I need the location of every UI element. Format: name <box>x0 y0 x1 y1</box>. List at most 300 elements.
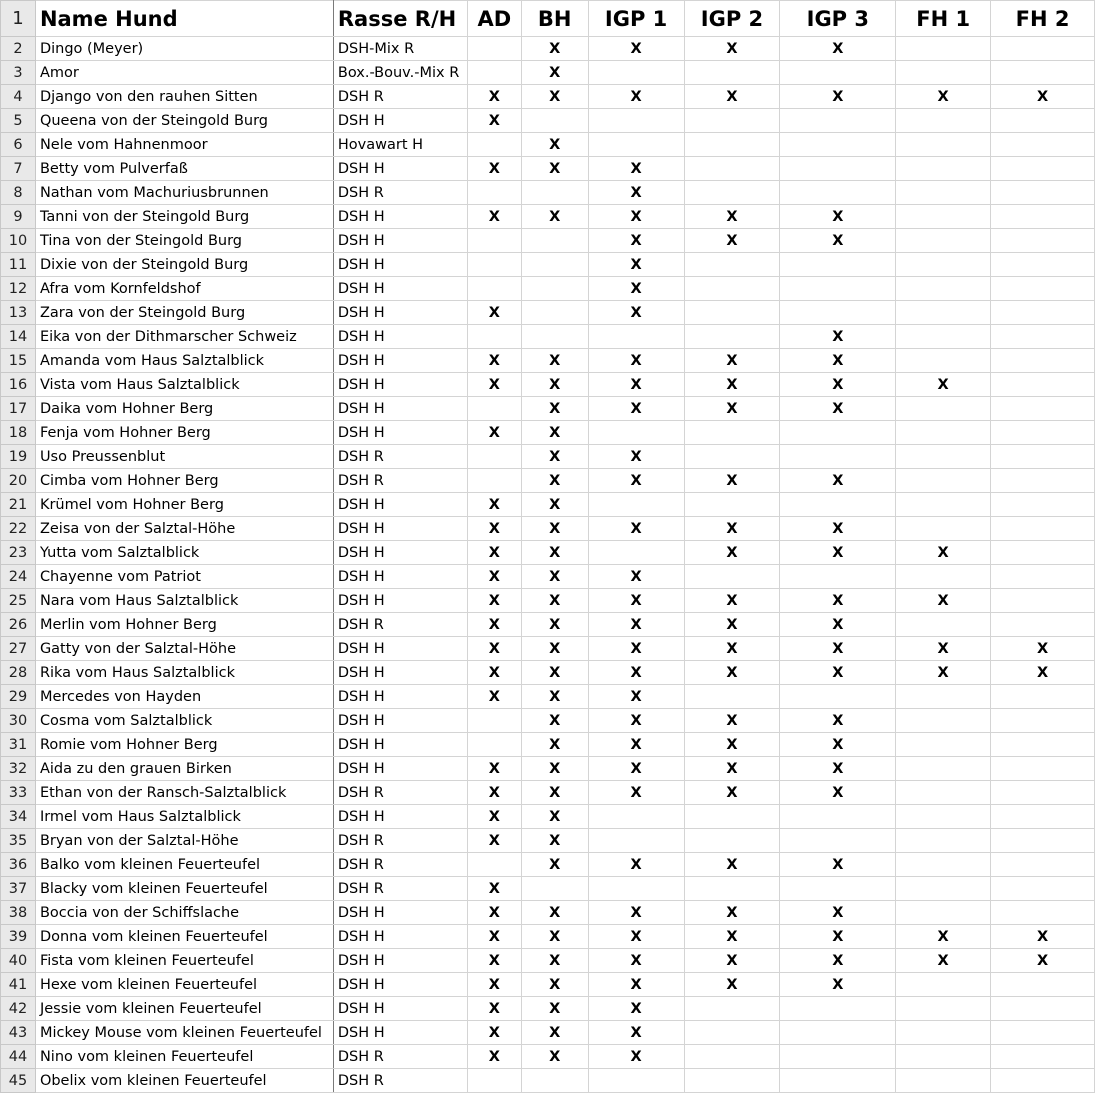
row-number[interactable]: 29 <box>1 685 36 709</box>
cell-igp3[interactable] <box>780 685 896 709</box>
cell-bh[interactable]: X <box>521 781 588 805</box>
cell-igp1[interactable]: X <box>588 565 684 589</box>
cell-bh[interactable]: X <box>521 445 588 469</box>
cell-igp3[interactable] <box>780 157 896 181</box>
cell-ad[interactable]: X <box>467 613 521 637</box>
cell-igp1[interactable]: X <box>588 685 684 709</box>
cell-igp3[interactable] <box>780 997 896 1021</box>
cell-dog-name[interactable]: Mercedes von Hayden <box>35 685 333 709</box>
cell-dog-name[interactable]: Romie vom Hohner Berg <box>35 733 333 757</box>
cell-breed[interactable]: DSH H <box>333 973 467 997</box>
cell-igp3[interactable]: X <box>780 373 896 397</box>
cell-igp3[interactable]: X <box>780 949 896 973</box>
cell-igp1[interactable]: X <box>588 1045 684 1069</box>
cell-igp1[interactable]: X <box>588 349 684 373</box>
row-number[interactable]: 33 <box>1 781 36 805</box>
row-number[interactable]: 24 <box>1 565 36 589</box>
row-number[interactable]: 6 <box>1 133 36 157</box>
cell-fh1[interactable] <box>896 877 991 901</box>
cell-bh[interactable] <box>521 877 588 901</box>
row-number[interactable]: 2 <box>1 37 36 61</box>
row-number[interactable]: 7 <box>1 157 36 181</box>
cell-breed[interactable]: DSH R <box>333 469 467 493</box>
cell-dog-name[interactable]: Tina von der Steingold Burg <box>35 229 333 253</box>
cell-fh1[interactable] <box>896 997 991 1021</box>
row-number[interactable]: 13 <box>1 301 36 325</box>
cell-breed[interactable]: DSH H <box>333 253 467 277</box>
cell-igp1[interactable]: X <box>588 397 684 421</box>
cell-fh1[interactable] <box>896 901 991 925</box>
cell-ad[interactable]: X <box>467 1045 521 1069</box>
column-header-name[interactable]: Name Hund <box>35 1 333 37</box>
cell-bh[interactable] <box>521 301 588 325</box>
cell-fh2[interactable] <box>991 469 1095 493</box>
cell-dog-name[interactable]: Chayenne vom Patriot <box>35 565 333 589</box>
cell-ad[interactable] <box>467 733 521 757</box>
cell-dog-name[interactable]: Amor <box>35 61 333 85</box>
cell-igp2[interactable]: X <box>684 349 780 373</box>
cell-dog-name[interactable]: Zeisa von der Salztal-Höhe <box>35 517 333 541</box>
cell-fh1[interactable] <box>896 805 991 829</box>
cell-fh1[interactable]: X <box>896 373 991 397</box>
cell-dog-name[interactable]: Daika vom Hohner Berg <box>35 397 333 421</box>
cell-ad[interactable] <box>467 325 521 349</box>
cell-breed[interactable]: DSH H <box>333 589 467 613</box>
cell-dog-name[interactable]: Dingo (Meyer) <box>35 37 333 61</box>
cell-ad[interactable]: X <box>467 157 521 181</box>
cell-igp3[interactable]: X <box>780 613 896 637</box>
cell-ad[interactable] <box>467 1069 521 1093</box>
cell-igp1[interactable]: X <box>588 37 684 61</box>
cell-fh2[interactable] <box>991 517 1095 541</box>
cell-igp2[interactable] <box>684 1021 780 1045</box>
cell-breed[interactable]: DSH H <box>333 637 467 661</box>
row-number[interactable]: 38 <box>1 901 36 925</box>
cell-fh2[interactable]: X <box>991 637 1095 661</box>
cell-fh1[interactable] <box>896 445 991 469</box>
cell-ad[interactable]: X <box>467 373 521 397</box>
cell-igp3[interactable] <box>780 565 896 589</box>
row-number[interactable]: 44 <box>1 1045 36 1069</box>
row-number[interactable]: 35 <box>1 829 36 853</box>
cell-ad[interactable] <box>467 133 521 157</box>
row-number[interactable]: 10 <box>1 229 36 253</box>
cell-fh1[interactable] <box>896 733 991 757</box>
row-number[interactable]: 27 <box>1 637 36 661</box>
row-number[interactable]: 32 <box>1 757 36 781</box>
cell-fh1[interactable] <box>896 613 991 637</box>
cell-fh2[interactable] <box>991 61 1095 85</box>
cell-ad[interactable]: X <box>467 517 521 541</box>
cell-igp1[interactable] <box>588 421 684 445</box>
column-header-igp3[interactable]: IGP 3 <box>780 1 896 37</box>
cell-igp1[interactable] <box>588 877 684 901</box>
cell-bh[interactable]: X <box>521 997 588 1021</box>
cell-bh[interactable]: X <box>521 757 588 781</box>
cell-dog-name[interactable]: Nino vom kleinen Feuerteufel <box>35 1045 333 1069</box>
cell-igp1[interactable]: X <box>588 925 684 949</box>
cell-dog-name[interactable]: Gatty von der Salztal-Höhe <box>35 637 333 661</box>
cell-ad[interactable]: X <box>467 925 521 949</box>
cell-igp1[interactable]: X <box>588 229 684 253</box>
cell-fh2[interactable] <box>991 157 1095 181</box>
cell-ad[interactable]: X <box>467 85 521 109</box>
cell-igp3[interactable]: X <box>780 325 896 349</box>
cell-igp1[interactable]: X <box>588 373 684 397</box>
cell-breed[interactable]: DSH R <box>333 877 467 901</box>
cell-igp3[interactable] <box>780 421 896 445</box>
cell-igp2[interactable]: X <box>684 589 780 613</box>
cell-fh1[interactable] <box>896 301 991 325</box>
row-number[interactable]: 14 <box>1 325 36 349</box>
cell-igp2[interactable]: X <box>684 781 780 805</box>
cell-igp3[interactable]: X <box>780 661 896 685</box>
cell-fh2[interactable] <box>991 133 1095 157</box>
cell-bh[interactable]: X <box>521 133 588 157</box>
cell-bh[interactable]: X <box>521 517 588 541</box>
cell-igp1[interactable] <box>588 1069 684 1093</box>
cell-bh[interactable]: X <box>521 493 588 517</box>
cell-igp2[interactable] <box>684 565 780 589</box>
cell-bh[interactable]: X <box>521 637 588 661</box>
cell-bh[interactable]: X <box>521 685 588 709</box>
row-number[interactable]: 18 <box>1 421 36 445</box>
cell-ad[interactable]: X <box>467 877 521 901</box>
cell-igp3[interactable] <box>780 253 896 277</box>
cell-bh[interactable]: X <box>521 541 588 565</box>
cell-fh1[interactable] <box>896 565 991 589</box>
cell-igp3[interactable]: X <box>780 349 896 373</box>
cell-fh1[interactable]: X <box>896 85 991 109</box>
cell-igp1[interactable] <box>588 109 684 133</box>
row-number[interactable]: 23 <box>1 541 36 565</box>
cell-bh[interactable] <box>521 253 588 277</box>
cell-ad[interactable]: X <box>467 829 521 853</box>
cell-dog-name[interactable]: Zara von der Steingold Burg <box>35 301 333 325</box>
cell-fh1[interactable] <box>896 829 991 853</box>
cell-fh2[interactable] <box>991 109 1095 133</box>
cell-breed[interactable]: DSH H <box>333 373 467 397</box>
cell-fh2[interactable]: X <box>991 661 1095 685</box>
cell-fh2[interactable] <box>991 565 1095 589</box>
cell-ad[interactable]: X <box>467 589 521 613</box>
cell-igp2[interactable]: X <box>684 205 780 229</box>
cell-breed[interactable]: DSH H <box>333 997 467 1021</box>
cell-igp3[interactable]: X <box>780 925 896 949</box>
cell-ad[interactable]: X <box>467 1021 521 1045</box>
cell-breed[interactable]: DSH R <box>333 781 467 805</box>
cell-breed[interactable]: DSH R <box>333 829 467 853</box>
row-number[interactable]: 12 <box>1 277 36 301</box>
row-number[interactable]: 41 <box>1 973 36 997</box>
cell-igp3[interactable]: X <box>780 853 896 877</box>
cell-breed[interactable]: DSH H <box>333 157 467 181</box>
cell-dog-name[interactable]: Amanda vom Haus Salztalblick <box>35 349 333 373</box>
cell-igp1[interactable]: X <box>588 757 684 781</box>
cell-bh[interactable]: X <box>521 613 588 637</box>
cell-igp1[interactable]: X <box>588 949 684 973</box>
row-number[interactable]: 15 <box>1 349 36 373</box>
cell-dog-name[interactable]: Vista vom Haus Salztalblick <box>35 373 333 397</box>
cell-bh[interactable]: X <box>521 949 588 973</box>
cell-fh2[interactable] <box>991 301 1095 325</box>
cell-bh[interactable]: X <box>521 661 588 685</box>
cell-fh1[interactable] <box>896 781 991 805</box>
cell-dog-name[interactable]: Mickey Mouse vom kleinen Feuerteufel <box>35 1021 333 1045</box>
cell-ad[interactable]: X <box>467 349 521 373</box>
cell-ad[interactable]: X <box>467 661 521 685</box>
cell-fh1[interactable] <box>896 205 991 229</box>
cell-ad[interactable]: X <box>467 109 521 133</box>
cell-fh2[interactable] <box>991 805 1095 829</box>
row-number[interactable]: 26 <box>1 613 36 637</box>
cell-ad[interactable]: X <box>467 901 521 925</box>
cell-igp2[interactable]: X <box>684 757 780 781</box>
cell-igp3[interactable] <box>780 301 896 325</box>
cell-igp2[interactable]: X <box>684 469 780 493</box>
cell-igp3[interactable] <box>780 109 896 133</box>
cell-ad[interactable]: X <box>467 997 521 1021</box>
cell-dog-name[interactable]: Eika von der Dithmarscher Schweiz <box>35 325 333 349</box>
cell-breed[interactable]: DSH H <box>333 277 467 301</box>
cell-igp2[interactable]: X <box>684 973 780 997</box>
cell-igp2[interactable] <box>684 253 780 277</box>
cell-fh1[interactable] <box>896 1021 991 1045</box>
cell-igp2[interactable]: X <box>684 733 780 757</box>
cell-fh1[interactable] <box>896 349 991 373</box>
cell-dog-name[interactable]: Queena von der Steingold Burg <box>35 109 333 133</box>
cell-igp2[interactable] <box>684 277 780 301</box>
cell-bh[interactable] <box>521 1069 588 1093</box>
cell-igp2[interactable] <box>684 997 780 1021</box>
cell-fh2[interactable] <box>991 349 1095 373</box>
cell-ad[interactable]: X <box>467 421 521 445</box>
cell-fh1[interactable] <box>896 973 991 997</box>
cell-ad[interactable] <box>467 229 521 253</box>
cell-breed[interactable]: DSH H <box>333 1021 467 1045</box>
cell-breed[interactable]: DSH H <box>333 901 467 925</box>
cell-igp2[interactable] <box>684 829 780 853</box>
cell-fh1[interactable] <box>896 709 991 733</box>
cell-igp2[interactable]: X <box>684 397 780 421</box>
cell-ad[interactable] <box>467 445 521 469</box>
cell-fh2[interactable] <box>991 1045 1095 1069</box>
cell-dog-name[interactable]: Uso Preussenblut <box>35 445 333 469</box>
cell-igp2[interactable]: X <box>684 613 780 637</box>
cell-bh[interactable] <box>521 229 588 253</box>
row-number[interactable]: 25 <box>1 589 36 613</box>
cell-bh[interactable] <box>521 109 588 133</box>
cell-bh[interactable]: X <box>521 157 588 181</box>
cell-igp2[interactable] <box>684 301 780 325</box>
cell-fh2[interactable] <box>991 37 1095 61</box>
cell-fh2[interactable] <box>991 973 1095 997</box>
cell-fh1[interactable]: X <box>896 541 991 565</box>
row-number[interactable]: 37 <box>1 877 36 901</box>
cell-breed[interactable]: DSH H <box>333 325 467 349</box>
cell-bh[interactable]: X <box>521 373 588 397</box>
cell-fh2[interactable] <box>991 781 1095 805</box>
cell-dog-name[interactable]: Nara vom Haus Salztalblick <box>35 589 333 613</box>
cell-ad[interactable]: X <box>467 757 521 781</box>
cell-breed[interactable]: Box.-Bouv.-Mix R <box>333 61 467 85</box>
cell-igp2[interactable] <box>684 493 780 517</box>
cell-igp3[interactable]: X <box>780 901 896 925</box>
cell-fh2[interactable] <box>991 613 1095 637</box>
cell-dog-name[interactable]: Merlin vom Hohner Berg <box>35 613 333 637</box>
column-header-igp2[interactable]: IGP 2 <box>684 1 780 37</box>
cell-igp3[interactable]: X <box>780 469 896 493</box>
cell-igp3[interactable]: X <box>780 37 896 61</box>
cell-dog-name[interactable]: Aida zu den grauen Birken <box>35 757 333 781</box>
cell-bh[interactable] <box>521 325 588 349</box>
row-number[interactable]: 4 <box>1 85 36 109</box>
cell-bh[interactable]: X <box>521 61 588 85</box>
cell-dog-name[interactable]: Cosma vom Salztalblick <box>35 709 333 733</box>
cell-dog-name[interactable]: Tanni von der Steingold Burg <box>35 205 333 229</box>
row-number[interactable]: 34 <box>1 805 36 829</box>
cell-fh2[interactable]: X <box>991 925 1095 949</box>
cell-ad[interactable]: X <box>467 781 521 805</box>
cell-igp2[interactable]: X <box>684 925 780 949</box>
cell-igp2[interactable]: X <box>684 373 780 397</box>
cell-fh1[interactable] <box>896 133 991 157</box>
cell-igp2[interactable]: X <box>684 949 780 973</box>
cell-ad[interactable] <box>467 253 521 277</box>
row-number[interactable]: 39 <box>1 925 36 949</box>
cell-bh[interactable]: X <box>521 805 588 829</box>
cell-bh[interactable]: X <box>521 733 588 757</box>
cell-igp3[interactable] <box>780 1021 896 1045</box>
cell-dog-name[interactable]: Afra vom Kornfeldshof <box>35 277 333 301</box>
cell-igp1[interactable]: X <box>588 733 684 757</box>
cell-bh[interactable]: X <box>521 901 588 925</box>
cell-fh2[interactable] <box>991 733 1095 757</box>
cell-bh[interactable]: X <box>521 1045 588 1069</box>
cell-fh2[interactable] <box>991 757 1095 781</box>
cell-dog-name[interactable]: Django von den rauhen Sitten <box>35 85 333 109</box>
cell-igp1[interactable]: X <box>588 973 684 997</box>
cell-fh2[interactable] <box>991 445 1095 469</box>
cell-breed[interactable]: DSH H <box>333 709 467 733</box>
cell-breed[interactable]: DSH R <box>333 853 467 877</box>
cell-bh[interactable]: X <box>521 853 588 877</box>
cell-fh1[interactable] <box>896 493 991 517</box>
cell-igp2[interactable] <box>684 421 780 445</box>
cell-fh2[interactable] <box>991 1069 1095 1093</box>
row-number[interactable]: 16 <box>1 373 36 397</box>
row-number[interactable]: 28 <box>1 661 36 685</box>
cell-bh[interactable]: X <box>521 1021 588 1045</box>
cell-fh2[interactable] <box>991 997 1095 1021</box>
cell-igp1[interactable]: X <box>588 445 684 469</box>
cell-igp1[interactable]: X <box>588 181 684 205</box>
cell-igp1[interactable]: X <box>588 709 684 733</box>
cell-igp1[interactable]: X <box>588 1021 684 1045</box>
cell-igp2[interactable]: X <box>684 541 780 565</box>
cell-igp3[interactable]: X <box>780 973 896 997</box>
cell-igp2[interactable]: X <box>684 709 780 733</box>
cell-dog-name[interactable]: Donna vom kleinen Feuerteufel <box>35 925 333 949</box>
cell-dog-name[interactable]: Bryan von der Salztal-Höhe <box>35 829 333 853</box>
cell-bh[interactable]: X <box>521 973 588 997</box>
column-header-ad[interactable]: AD <box>467 1 521 37</box>
cell-igp3[interactable]: X <box>780 637 896 661</box>
cell-ad[interactable]: X <box>467 685 521 709</box>
cell-ad[interactable] <box>467 709 521 733</box>
row-number[interactable]: 36 <box>1 853 36 877</box>
cell-breed[interactable]: DSH R <box>333 181 467 205</box>
cell-fh1[interactable]: X <box>896 949 991 973</box>
cell-bh[interactable]: X <box>521 205 588 229</box>
cell-dog-name[interactable]: Rika vom Haus Salztalblick <box>35 661 333 685</box>
cell-igp1[interactable]: X <box>588 277 684 301</box>
cell-ad[interactable]: X <box>467 805 521 829</box>
cell-breed[interactable]: DSH H <box>333 205 467 229</box>
cell-dog-name[interactable]: Ethan von der Ransch-Salztalblick <box>35 781 333 805</box>
cell-bh[interactable]: X <box>521 565 588 589</box>
cell-igp2[interactable] <box>684 133 780 157</box>
cell-igp3[interactable]: X <box>780 517 896 541</box>
row-number[interactable]: 30 <box>1 709 36 733</box>
cell-igp3[interactable] <box>780 1045 896 1069</box>
cell-fh2[interactable] <box>991 373 1095 397</box>
cell-fh1[interactable] <box>896 229 991 253</box>
row-number[interactable]: 8 <box>1 181 36 205</box>
cell-fh1[interactable] <box>896 109 991 133</box>
cell-breed[interactable]: DSH R <box>333 85 467 109</box>
cell-igp2[interactable]: X <box>684 37 780 61</box>
cell-fh1[interactable] <box>896 61 991 85</box>
cell-fh1[interactable]: X <box>896 637 991 661</box>
cell-igp3[interactable]: X <box>780 757 896 781</box>
cell-igp1[interactable] <box>588 325 684 349</box>
cell-fh1[interactable]: X <box>896 661 991 685</box>
cell-igp3[interactable]: X <box>780 85 896 109</box>
cell-dog-name[interactable]: Irmel vom Haus Salztalblick <box>35 805 333 829</box>
cell-fh2[interactable] <box>991 829 1095 853</box>
cell-igp3[interactable] <box>780 493 896 517</box>
cell-breed[interactable]: DSH R <box>333 613 467 637</box>
cell-bh[interactable] <box>521 181 588 205</box>
cell-igp3[interactable] <box>780 877 896 901</box>
cell-igp1[interactable]: X <box>588 85 684 109</box>
cell-ad[interactable] <box>467 469 521 493</box>
row-number[interactable]: 21 <box>1 493 36 517</box>
cell-igp2[interactable] <box>684 61 780 85</box>
cell-fh1[interactable] <box>896 517 991 541</box>
row-number[interactable]: 43 <box>1 1021 36 1045</box>
cell-bh[interactable]: X <box>521 37 588 61</box>
cell-igp1[interactable] <box>588 541 684 565</box>
cell-fh1[interactable]: X <box>896 925 991 949</box>
column-header-igp1[interactable]: IGP 1 <box>588 1 684 37</box>
cell-breed[interactable]: DSH H <box>333 949 467 973</box>
cell-dog-name[interactable]: Fenja vom Hohner Berg <box>35 421 333 445</box>
cell-fh2[interactable] <box>991 181 1095 205</box>
cell-ad[interactable] <box>467 853 521 877</box>
cell-ad[interactable]: X <box>467 493 521 517</box>
cell-igp3[interactable]: X <box>780 733 896 757</box>
cell-dog-name[interactable]: Jessie vom kleinen Feuerteufel <box>35 997 333 1021</box>
cell-bh[interactable]: X <box>521 925 588 949</box>
row-number[interactable]: 5 <box>1 109 36 133</box>
cell-fh2[interactable] <box>991 541 1095 565</box>
cell-igp1[interactable] <box>588 829 684 853</box>
cell-breed[interactable]: DSH H <box>333 397 467 421</box>
cell-ad[interactable]: X <box>467 637 521 661</box>
cell-igp3[interactable]: X <box>780 709 896 733</box>
